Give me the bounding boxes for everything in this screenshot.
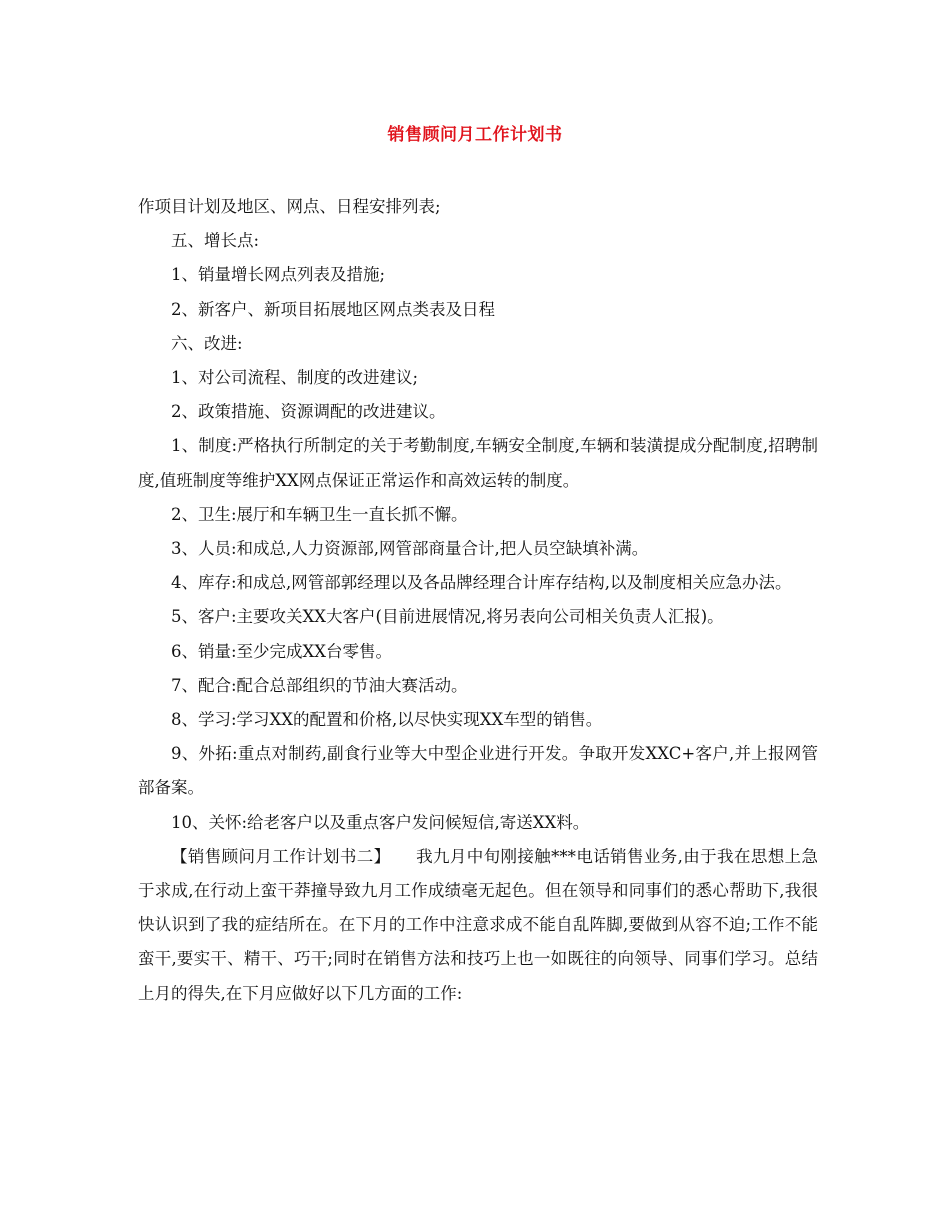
list-item-outreach: 9、外拓:重点对制药,副食行业等大中型企业进行开发。争取开发XXC+客户,并上报网管部备案。 — [138, 744, 818, 798]
document-body — [138, 190, 818, 1011]
list-item-care: 10、关怀:给老客户以及重点客户发问候短信,寄送XX料。 — [171, 812, 590, 832]
paragraph-continuation: 作项目计划及地区、网点、日程安排列表; — [138, 197, 441, 216]
list-item: 1、销量增长网点列表及措施; — [171, 265, 386, 285]
paragraph-plan-two: 【销售顾问月工作计划书二】 我九月中旬刚接触***电话销售业务,由于我在思想上急于求成,在行动上蛮干莽撞导致九月工作成绩毫无起色。但在领导和同事们的悉心帮助下,我很快认识到了我的症结所在。在下月的工作中注意求成不能自乱阵脚,要做到从容不迫;工作不能蛮干,要实干、精干、巧干;同时在销售方法和技巧上也一如既往的向领导、同事们学习。总结上月的得失,在下月应做好以下几方面的工作: — [138, 846, 818, 1003]
list-item: 2、新客户、新项目拓展地区网点类表及日程 — [171, 299, 495, 319]
list-item-inventory: 4、库存:和成总,网管部郭经理以及各品牌经理合计库存结构,以及制度相关应急办法。 — [171, 573, 792, 593]
list-item-learning: 8、学习:学习XX的配置和价格,以尽快实现XX车型的销售。 — [171, 710, 603, 730]
list-item: 1、对公司流程、制度的改进建议; — [171, 368, 419, 388]
list-item-cooperation: 7、配合:配合总部组织的节油大赛活动。 — [171, 675, 468, 695]
list-item-staff: 3、人员:和成总,人力资源部,网管部商量合计,把人员空缺填补满。 — [171, 539, 649, 559]
list-item-customer: 5、客户:主要攻关XX大客户(目前进展情况,将另表向公司相关负责人汇报)。 — [171, 607, 724, 627]
list-item-system: 1、制度:严格执行所制定的关于考勤制度,车辆安全制度,车辆和装潢提成分配制度,招聘制度,值班制度等维护XX网点保证正常运作和高效运转的制度。 — [138, 436, 818, 490]
section-heading-growth: 五、增长点: — [171, 231, 260, 251]
document-title: 销售顾问月工作计划书 — [387, 125, 563, 145]
list-item: 2、政策措施、资源调配的改进建议。 — [171, 402, 446, 422]
list-item-sales: 6、销量:至少完成XX台零售。 — [171, 641, 393, 661]
list-item-hygiene: 2、卫生:展厅和车辆卫生一直长抓不懈。 — [171, 504, 468, 524]
section-heading-improvement: 六、改进: — [171, 333, 243, 353]
